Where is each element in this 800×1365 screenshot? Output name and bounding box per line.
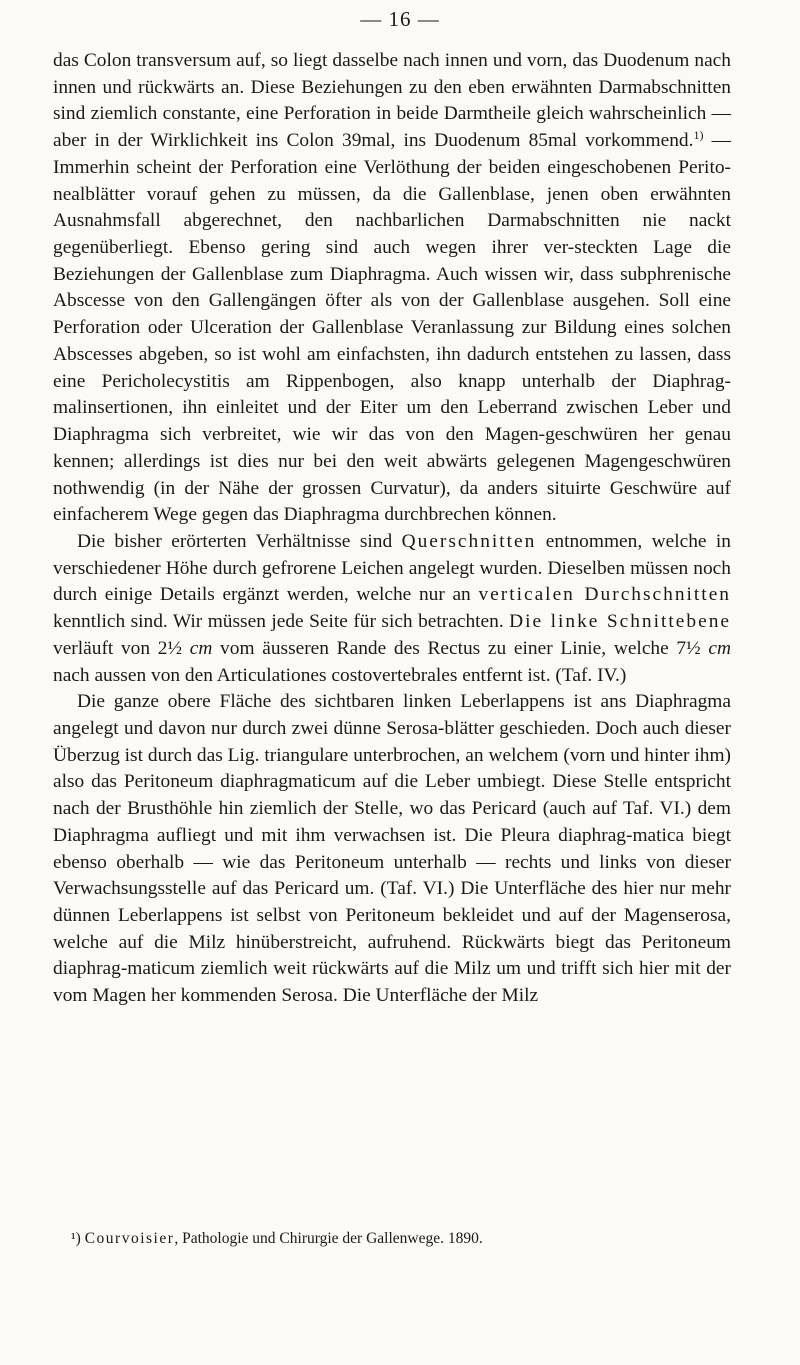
paragraph-2-text-d: verläuft von 2½ (53, 637, 183, 659)
paragraph-1-text: das Colon transversum auf, so liegt dasselbe nach innen und vorn, das Duodenum nach innen und rückwärts an. Diese Beziehungen zu den eben erwähnten Darmabschnitten sind ziemlich constante, eine Perforation in beide Darmtheile gleich wahrscheinlich — aber in der Wirklichkeit ins Colon 39mal, ins Duodenum 85mal vorkommend. (53, 50, 731, 152)
paragraph-3: Die ganze obere Fläche des sichtbaren linken Leberlappens ist ans Diaphragma angelegt und davon nur durch zwei dünne Serosa-blätter geschieden. Doch auch dieser Überzug ist durch das Lig. triangulare unterbrochen, an welchem (vorn und hinter ihm) also das Peritoneum diaphragmaticum auf die Leber umbiegt. Diese Stelle entspricht nach der Brusthöhle hin ziemlich der Stelle, wo das Pericard (auch auf Taf. VI.) dem Diaphragma aufliegt und mit ihm verwachsen ist. Die Pleura diaphrag-matica biegt ebenso oberhalb — wie das Peritoneum unterhalb — rechts und links von dieser Verwachsungsstelle auf das Pericard um. (Taf. VI.) Die Unterfläche des hier nur mehr dünnen Leberlappens ist selbst von Peritoneum bekleidet und auf der Magenserosa, welche auf die Milz hinüberstreicht, aufruhend. Rückwärts biegt das Peritoneum diaphrag-maticum ziemlich weit rückwärts auf die Milz um und trifft sich hier mit der vom Magen her kommenden Serosa. Die Unterfläche der Milz (53, 691, 731, 1007)
paragraph-1-continuation: — Immerhin scheint der Perforation eine Verlöthung der beiden eingeschobenen Perito-nealblätter vorauf gehen zu müssen, da die Gallenblase, jenen oben erwähnten Ausnahmsfall abgerechnet, den nachbarlichen Darmabschnitten nie nackt gegenüberliegt. Ebenso gering sind auch wegen ihrer ver-steckten Lage die Beziehungen der Gallenblase zum Diaphragma. Auch wissen wir, dass subphrenische Abscesse von den Gallengängen öfter als von der Gallenblase ausgehen. Soll eine Perforation oder Ulceration der Gallenblase Veranlassung zur Bildung eines solchen Abscesses abgeben, so ist wohl am einfachsten, ihn dadurch entstehen zu lassen, dass eine Pericholecystitis am Rippenbogen, also knapp unterhalb der Diaphrag-malinsertionen, ihn einleitet und der Eiter um den Leberrand zwischen Leber und Diaphragma sich verbreitet, wie wir das von den Magen-geschwüren her genau kennen; allerdings ist dies nur bei den weit abwärts gelegenen Magengeschwüren nothwendig (in der Nähe der grossen Curvatur), da anders situirte Geschwüre auf einfacherem Wege gegen das Diaphragma durchbrechen können. (53, 130, 731, 526)
paragraph-1 (53, 48, 731, 529)
paragraph-2-text-c: kenntlich sind. Wir müssen jede Seite für sich betrachten. (53, 611, 504, 633)
emphasis-querschnitten: Querschnitten (401, 530, 537, 552)
footnote-text: , Pathologie und Chirurgie der Gallenwege. 1890. (174, 1230, 483, 1247)
paragraph-2 (53, 529, 731, 689)
body-text (53, 48, 731, 1010)
page-number: — 16 — (360, 7, 440, 31)
emphasis-verticalen-durchschnitten: verticalen Durchschnitten (478, 584, 731, 606)
unit-cm-2: cm (708, 637, 731, 659)
unit-cm-1: cm (189, 637, 213, 659)
footnote-author: Courvoisier (84, 1230, 175, 1247)
footnote-marker: ¹) (71, 1230, 81, 1247)
paragraph-2-text-b: entnommen, welche in verschiedener Höhe durch gefrorene Leichen angelegt wurden. Dieselben müssen noch durch einige Details ergänzt werden, welche nur an (53, 530, 731, 606)
footnote-reference: 1) (693, 128, 704, 143)
paragraph-2-text-f: nach aussen von den Articulationes costovertebrales entfernt ist. (Taf. IV.) (53, 664, 627, 686)
emphasis-linke-schnittebene: Die linke Schnittebene (509, 611, 731, 633)
paragraph-2-text-a: Die bisher erörterten Verhältnisse sind (77, 530, 393, 552)
footnote (71, 1229, 731, 1249)
paragraph-2-text-e: vom äusseren Rande des Rectus zu einer Linie, welche 7½ (220, 637, 701, 659)
